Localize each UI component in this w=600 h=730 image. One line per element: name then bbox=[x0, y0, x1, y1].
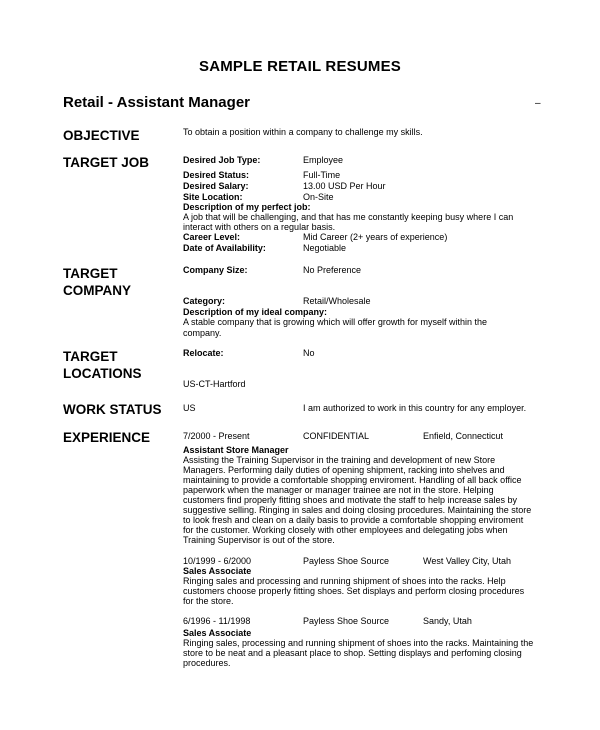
objective-heading: OBJECTIVE bbox=[63, 128, 140, 143]
job-company: Payless Shoe Source bbox=[303, 616, 390, 626]
job-description-line: suggestive selling. Ringing in sales and doing closing procedures. Maintaining the store bbox=[183, 505, 532, 515]
ideal-company-label: Description of my ideal company: bbox=[183, 307, 328, 317]
perfect-job-line-2: interact with others on a regular basis. bbox=[183, 222, 336, 232]
job-description-line: Training Supervisor is out of the store. bbox=[183, 535, 335, 545]
job-dates: 6/1996 - 11/1998 bbox=[183, 616, 251, 626]
job-location: Sandy, Utah bbox=[423, 616, 472, 626]
job-description-line: Ringing sales, processing and running shipment of shoes into the racks. Maintaining the bbox=[183, 638, 534, 648]
job-company: CONFIDENTIAL bbox=[303, 431, 370, 441]
desired-salary-label: Desired Salary: bbox=[183, 181, 249, 191]
ideal-company-line-2: company. bbox=[183, 328, 222, 338]
job-description-line: customers find properly fitting shoes and motivate the staff to help increase sales by bbox=[183, 495, 518, 505]
job-description-line: Managers. Performing daily duties of opening shipment, racking into shelves and bbox=[183, 465, 505, 475]
career-level-label: Career Level: bbox=[183, 232, 241, 242]
perfect-job-label: Description of my perfect job: bbox=[183, 202, 311, 212]
job-description-line: procedures. bbox=[183, 658, 231, 668]
job-description-line: paperwork when the manager or manager trainee are not in the store. Helping bbox=[183, 485, 494, 495]
relocate-label: Relocate: bbox=[183, 348, 224, 358]
job-company: Payless Shoe Source bbox=[303, 556, 390, 566]
job-description-line: Assisting the Training Supervisor in the training and development of new Store bbox=[183, 455, 496, 465]
site-location-label: Site Location: bbox=[183, 192, 243, 202]
job-title: Assistant Store Manager bbox=[183, 445, 289, 455]
desired-status-value: Full-Time bbox=[303, 170, 341, 180]
job-description-line: for the store. bbox=[183, 596, 234, 606]
desired-status-label: Desired Status: bbox=[183, 170, 250, 180]
job-description-line: maintaining to provide a comfortable shopping enviroment. Handling of all back office bbox=[183, 475, 522, 485]
relocate-value: No bbox=[303, 348, 315, 358]
target-company-heading-1: TARGET bbox=[63, 266, 118, 281]
availability-value: Negotiable bbox=[303, 243, 347, 253]
job-title: Sales Associate bbox=[183, 566, 252, 576]
company-size-label: Company Size: bbox=[183, 265, 248, 275]
job-dates: 7/2000 - Present bbox=[183, 431, 250, 441]
category-value: Retail/Wholesale bbox=[303, 296, 371, 306]
location-value: US-CT-Hartford bbox=[183, 379, 246, 389]
job-location: Enfield, Connecticut bbox=[423, 431, 504, 441]
work-status-heading: WORK STATUS bbox=[63, 402, 162, 417]
job-description-line: store to be neat and a pleasant place to shop. Setting displays and perfoming closing bbox=[183, 648, 522, 658]
resume-job-title: Retail - Assistant Manager bbox=[63, 94, 250, 111]
work-status-text: I am authorized to work in this country for any employer. bbox=[303, 403, 527, 413]
target-company-heading-2: COMPANY bbox=[63, 283, 132, 298]
job-description-line: to look fresh and clean on a daily basis to provide a comfortable shopping enviroment bbox=[183, 515, 524, 525]
work-status-country: US bbox=[183, 403, 196, 413]
target-locations-heading-2: LOCATIONS bbox=[63, 366, 142, 381]
desired-job-type-label: Desired Job Type: bbox=[183, 155, 261, 165]
experience-heading: EXPERIENCE bbox=[63, 430, 151, 445]
dash-mark: – bbox=[535, 98, 541, 109]
objective-text: To obtain a position within a company to challenge my skills. bbox=[183, 127, 423, 137]
target-job-heading: TARGET JOB bbox=[63, 155, 150, 170]
target-locations-heading-1: TARGET bbox=[63, 349, 118, 364]
category-label: Category: bbox=[183, 296, 226, 306]
site-location-value: On-Site bbox=[303, 192, 334, 202]
job-description-line: for the customer. Working closely with other employees and delegating jobs when bbox=[183, 525, 508, 535]
career-level-value: Mid Career (2+ years of experience) bbox=[303, 232, 448, 242]
document-title: SAMPLE RETAIL RESUMES bbox=[199, 58, 401, 75]
job-location: West Valley City, Utah bbox=[423, 556, 512, 566]
job-title: Sales Associate bbox=[183, 628, 252, 638]
desired-job-type-value: Employee bbox=[303, 155, 344, 165]
job-description-line: Ringing sales and processing and running shipment of shoes into the racks. Help bbox=[183, 576, 506, 586]
ideal-company-line-1: A stable company that is growing which will offer growth for myself within the bbox=[183, 317, 487, 327]
availability-label: Date of Availability: bbox=[183, 243, 266, 253]
desired-salary-value: 13.00 USD Per Hour bbox=[303, 181, 386, 191]
job-description-line: customers choose properly fitting shoes. Set displays and perform closing procedures bbox=[183, 586, 525, 596]
perfect-job-line-1: A job that will be challenging, and that has me constantly keeping busy where I can bbox=[183, 212, 514, 222]
job-dates: 10/1999 - 6/2000 bbox=[183, 556, 252, 566]
company-size-value: No Preference bbox=[303, 265, 362, 275]
